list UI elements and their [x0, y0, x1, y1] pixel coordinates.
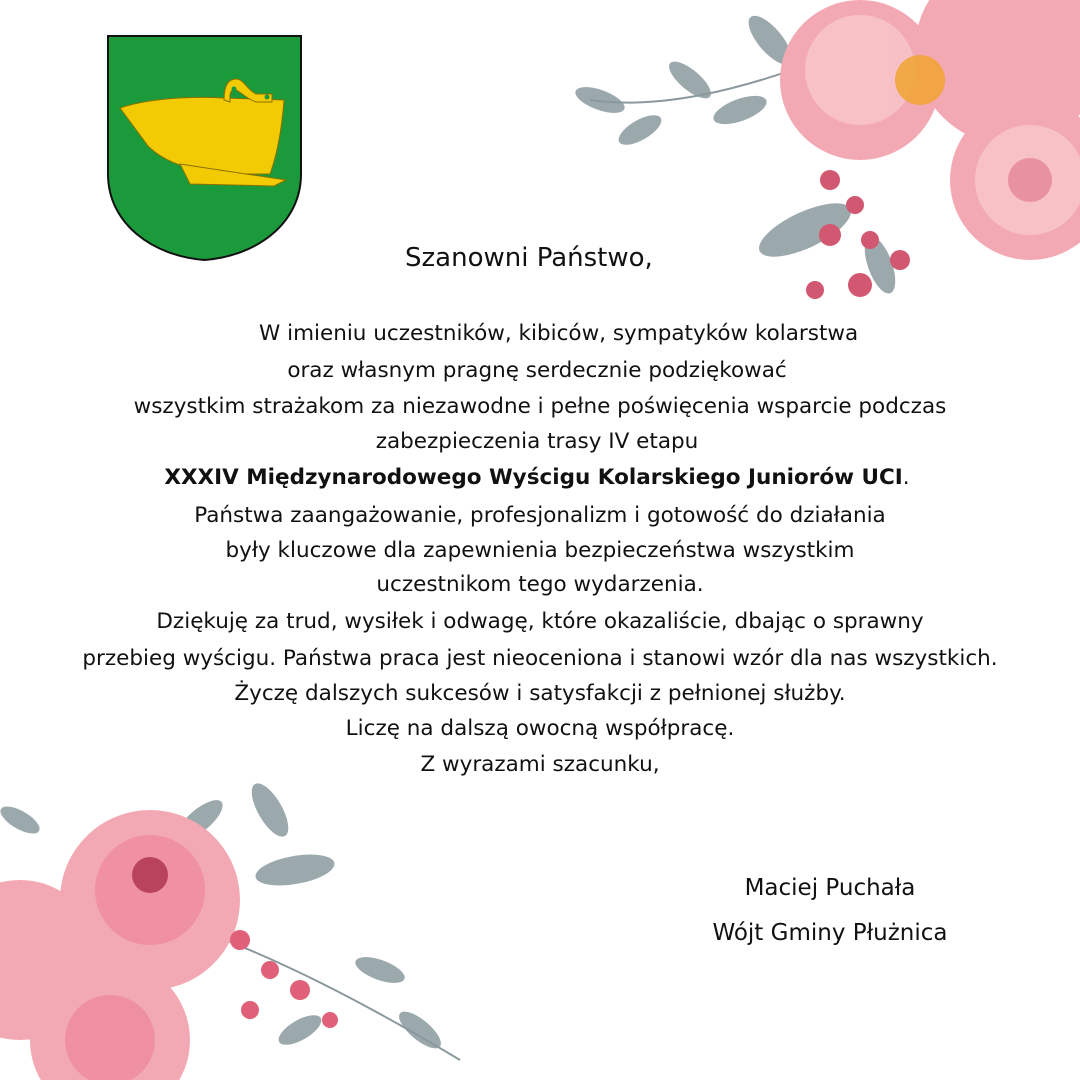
- letter-line: zabezpieczenia trasy IV etapu: [375, 429, 699, 454]
- letter-line: oraz własnym pragnę serdecznie podziękować: [287, 358, 787, 383]
- greeting: Szanowni Państwo,: [405, 243, 653, 273]
- signature-block: [700, 866, 960, 956]
- coat-of-arms-icon: [106, 34, 303, 262]
- letter-line: Liczę na dalszą owocną współpracę.: [345, 716, 735, 741]
- letter-line: W imieniu uczestników, kibiców, sympatyków kolarstwa: [259, 321, 859, 346]
- letter-line: wszystkim strażakom za niezawodne i pełne poświęcenia wsparcie podczas: [133, 394, 947, 419]
- letter-line: były kluczowe dla zapewnienia bezpieczeństwa wszystkim: [225, 538, 855, 563]
- signatory-title: Wójt Gminy Płużnica: [712, 920, 948, 946]
- letter-line: Dziękuję za trud, wysiłek i odwagę, które okazaliście, dbając o sprawny: [156, 609, 924, 634]
- letter-line: Państwa zaangażowanie, profesjonalizm i gotowość do działania: [194, 503, 886, 528]
- letter-line: Z wyrazami szacunku,: [420, 752, 660, 777]
- letter-line: uczestnikom tego wydarzenia.: [376, 572, 704, 597]
- floral-decoration-bottom-icon: [0, 780, 520, 1080]
- letter-line-event: XXXIV Międzynarodowego Wyścigu Kolarskiego Juniorów UCI.: [164, 465, 910, 490]
- letter-line: przebieg wyścigu. Państwa praca jest nieoceniona i stanowi wzór dla nas wszystkich.: [82, 646, 998, 671]
- letter-line: Życzę dalszych sukcesów i satysfakcji z pełnionej służby.: [234, 681, 846, 706]
- event-name: XXXIV Międzynarodowego Wyścigu Kolarskiego Juniorów UCI: [164, 465, 903, 490]
- signatory-name: Maciej Puchała: [744, 875, 916, 901]
